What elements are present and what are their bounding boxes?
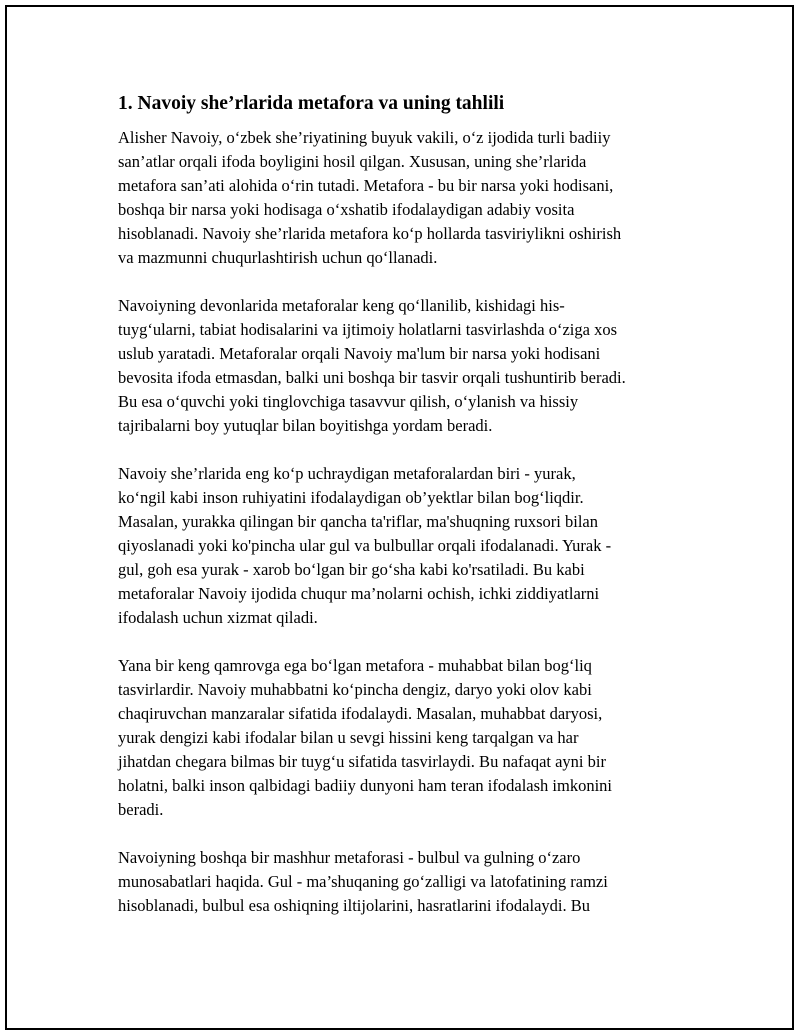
document-body: [118, 91, 688, 942]
paragraph-4: [118, 654, 688, 822]
text-line: yurak dengizi kabi ifodalar bilan u sevgi hissini keng tarqalgan va har: [118, 728, 579, 747]
text-line: qiyoslanadi yoki ko'pincha ular gul va bulbullar orqali ifodalanadi. Yurak -: [118, 536, 612, 555]
text-line: beradi.: [118, 800, 164, 819]
text-line: munosabatlari haqida. Gul - ma’shuqaning go‘zalligi va latofatining ramzi: [118, 872, 608, 891]
text-line: holatni, balki inson qalbidagi badiiy dunyoni ham teran ifodalash imkonini: [118, 776, 613, 795]
text-line: hisoblanadi. Navoiy she’rlarida metafora ko‘p hollarda tasviriylikni oshirish: [118, 224, 622, 243]
text-line: gul, goh esa yurak - xarob bo‘lgan bir go‘sha kabi ko'rsatiladi. Bu kabi: [118, 560, 585, 579]
text-line: metaforalar Navoiy ijodida chuqur ma’nolarni ochish, ichki ziddiyatlarni: [118, 584, 600, 603]
text-line: san’atlar orqali ifoda boyligini hosil qilgan. Xususan, uning she’rlarida: [118, 152, 587, 171]
text-line: metafora san’ati alohida o‘rin tutadi. Metafora - bu bir narsa yoki hodisani,: [118, 176, 614, 195]
text-line: ifodalash uchun xizmat qiladi.: [118, 608, 318, 627]
text-line: Navoiy she’rlarida eng ko‘p uchraydigan metaforalardan biri - yurak,: [118, 464, 576, 483]
text-line: boshqa bir narsa yoki hodisaga o‘xshatib ifodalaydigan adabiy vosita: [118, 200, 575, 219]
section-heading: 1. Navoiy she’rlarida metafora va uning tahlili: [118, 93, 505, 114]
text-line: Navoiyning boshqa bir mashhur metaforasi - bulbul va gulning o‘zaro: [118, 848, 581, 867]
text-line: ko‘ngil kabi inson ruhiyatini ifodalaydigan ob’yektlar bilan bog‘liqdir.: [118, 488, 584, 507]
paragraph-1: [118, 126, 688, 270]
text-line: tajribalarni boy yutuqlar bilan boyitishga yordam beradi.: [118, 416, 493, 435]
text-line: uslub yaratadi. Metaforalar orqali Navoiy ma'lum bir narsa yoki hodisani: [118, 344, 601, 363]
text-line: bevosita ifoda etmasdan, balki uni boshqa bir tasvir orqali tushuntirib beradi.: [118, 368, 626, 387]
text-line: Yana bir keng qamrovga ega bo‘lgan metafora - muhabbat bilan bog‘liq: [118, 656, 592, 675]
text-line: chaqiruvchan manzaralar sifatida ifodalaydi. Masalan, muhabbat daryosi,: [118, 704, 603, 723]
text-line: Alisher Navoiy, o‘zbek she’riyatining buyuk vakili, o‘z ijodida turli badiiy: [118, 128, 611, 147]
text-line: Navoiyning devonlarida metaforalar keng qo‘llanilib, kishidagi his-: [118, 296, 565, 315]
paragraph-2: [118, 294, 688, 438]
text-line: Bu esa o‘quvchi yoki tinglovchiga tasavvur qilish, o‘ylanish va hissiy: [118, 392, 579, 411]
paragraph-5: [118, 846, 688, 918]
text-line: Masalan, yurakka qilingan bir qancha ta'riflar, ma'shuqning ruxsori bilan: [118, 512, 598, 531]
text-line: tasvirlardir. Navoiy muhabbatni ko‘pincha dengiz, daryo yoki olov kabi: [118, 680, 592, 699]
text-line: tuyg‘ularni, tabiat hodisalarini va ijtimoiy holatlarni tasvirlashda o‘ziga xos: [118, 320, 618, 339]
paragraph-3: [118, 462, 688, 630]
text-line: jihatdan chegara bilmas bir tuyg‘u sifatida tasvirlaydi. Bu nafaqat ayni bir: [118, 752, 606, 771]
text-line: va mazmunni chuqurlashtirish uchun qo‘llanadi.: [118, 248, 438, 267]
text-line: hisoblanadi, bulbul esa oshiqning iltijolarini, hasratlarini ifodalaydi. Bu: [118, 896, 591, 915]
